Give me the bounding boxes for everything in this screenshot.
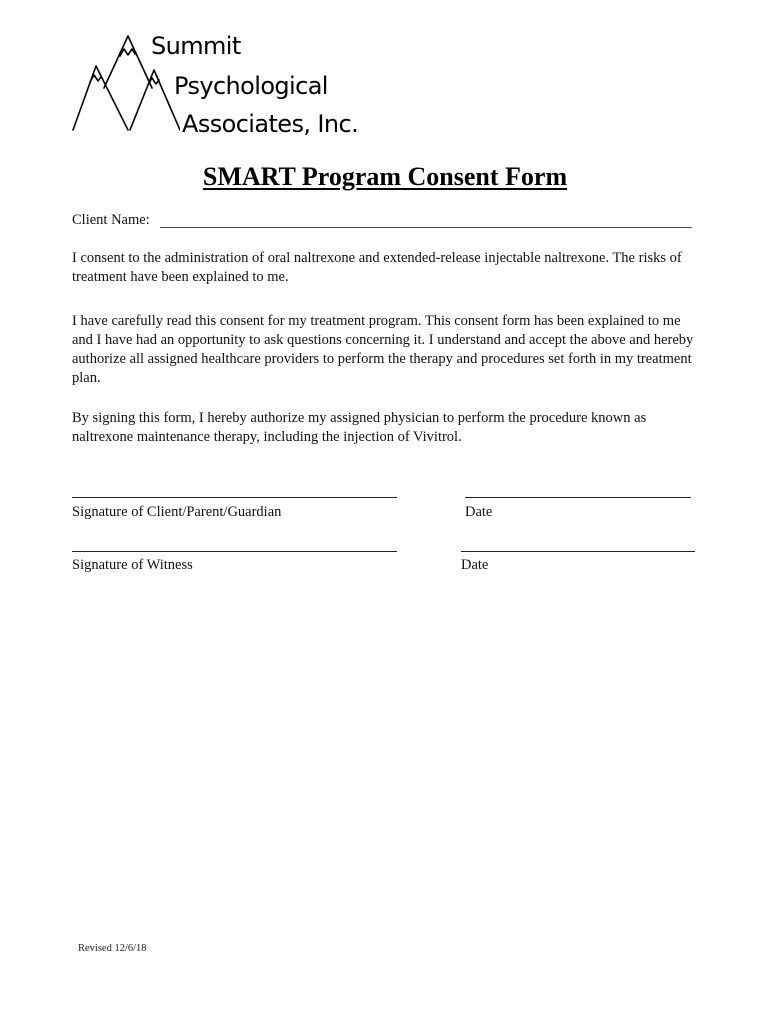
- consent-paragraph-3: By signing this form, I hereby authorize my assigned physician to perform the procedure known as naltrexone maintenance therapy, including the injection of Vivitrol.: [72, 410, 647, 445]
- form-title: SMART Program Consent Form: [202, 162, 568, 191]
- witness-date-field[interactable]: [461, 551, 695, 552]
- witness-date-label: Date: [461, 557, 489, 573]
- logo-text-psychological: Psychological: [174, 72, 328, 100]
- logo-text-summit: Summit: [151, 32, 241, 60]
- logo-text-associates: Associates, Inc.: [182, 110, 359, 138]
- witness-signature-field[interactable]: [72, 551, 397, 552]
- client-name-label: Client Name:: [72, 212, 150, 228]
- client-signature-label: Signature of Client/Parent/Guardian: [72, 504, 282, 520]
- witness-signature-label: Signature of Witness: [72, 557, 193, 573]
- client-date-field[interactable]: [465, 497, 691, 498]
- consent-paragraph-1: I consent to the administration of oral naltrexone and extended-release injectable naltrexone. The risks of treatment have been explained to me.: [72, 250, 682, 285]
- company-logo: [70, 30, 359, 140]
- consent-paragraph-2: I have carefully read this consent for my treatment program. This consent form has been explained to me and I have had an opportunity to ask questions concerning it. I understand and accept the above and hereby authorize all assigned healthcare providers to perform the therapy and procedures set forth in my treatment plan.: [72, 313, 694, 386]
- client-signature-field[interactable]: [72, 497, 397, 498]
- client-name-field[interactable]: [160, 227, 692, 228]
- revision-footer: Revised 12/6/18: [78, 943, 147, 954]
- client-date-label: Date: [465, 504, 493, 520]
